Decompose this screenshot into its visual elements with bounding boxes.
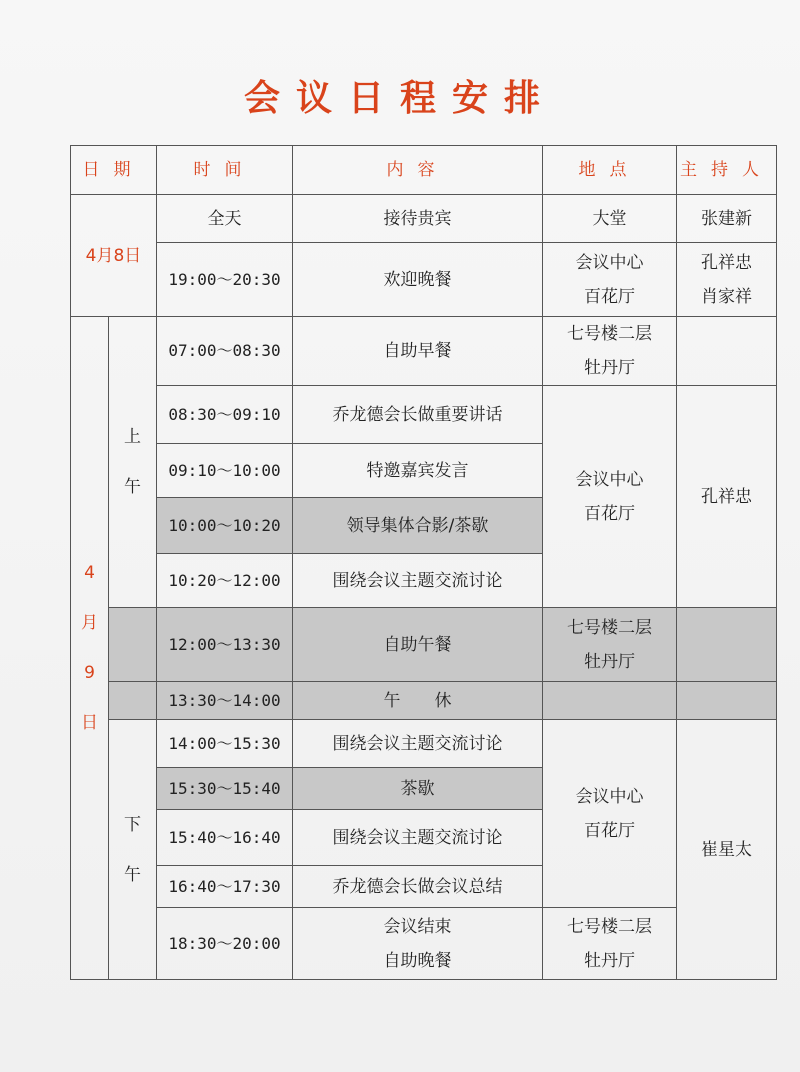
content-cell: 特邀嘉宾发言 — [293, 444, 543, 498]
location-line: 七号楼二层 — [567, 916, 652, 937]
host-cell — [677, 682, 777, 720]
date-cell-day1: 4月8日 — [71, 195, 157, 317]
content-cell: 自助早餐 — [293, 317, 543, 386]
location-line: 会议中心 — [575, 469, 644, 490]
content-cell — [293, 908, 543, 980]
time-cell: 07:00～08:30 — [157, 317, 293, 386]
location-line: 会议中心 — [575, 786, 644, 807]
table-row — [71, 608, 777, 682]
content-cell: 茶歇 — [293, 768, 543, 810]
header-row — [71, 146, 777, 195]
time-cell: 15:40～16:40 — [157, 810, 293, 866]
location-line: 牡丹厅 — [584, 358, 635, 378]
time-cell: 10:20～12:00 — [157, 554, 293, 608]
content-cell: 午 休 — [293, 682, 543, 720]
content-cell: 领导集体合影/茶歇 — [293, 498, 543, 554]
location-cell — [543, 243, 677, 317]
content-cell: 欢迎晚餐 — [293, 243, 543, 317]
afternoon-label-cell — [109, 720, 157, 980]
content-cell: 围绕会议主题交流讨论 — [293, 554, 543, 608]
location-line: 牡丹厅 — [584, 651, 635, 672]
time-cell: 15:30～15:40 — [157, 768, 293, 810]
table-row — [71, 243, 777, 317]
period-blank-cell — [109, 608, 157, 682]
table-row — [71, 682, 777, 720]
morning-label: 上午 — [124, 427, 141, 497]
header-content: 内容 — [293, 146, 543, 195]
time-cell: 12:00～13:30 — [157, 608, 293, 682]
schedule-table — [70, 145, 777, 980]
header-time: 时间 — [157, 146, 293, 195]
host-cell — [677, 608, 777, 682]
page-title: 会议日程安排 — [243, 78, 556, 119]
date-vertical-label: 4月9日 — [81, 563, 98, 733]
host-cell — [677, 243, 777, 317]
time-cell: 10:00～10:20 — [157, 498, 293, 554]
location-cell — [543, 682, 677, 720]
content-cell: 自助午餐 — [293, 608, 543, 682]
location-line: 百花厅 — [584, 286, 635, 307]
content-cell: 围绕会议主题交流讨论 — [293, 720, 543, 768]
location-line: 七号楼二层 — [567, 617, 652, 638]
host-cell: 孔祥忠 — [677, 386, 777, 608]
time-cell: 18:30～20:00 — [157, 908, 293, 980]
content-cell: 乔龙德会长做重要讲话 — [293, 386, 543, 444]
table-row — [71, 386, 777, 444]
table-row — [71, 720, 777, 768]
content-line: 会议结束 — [383, 916, 452, 937]
location-line: 会议中心 — [575, 252, 644, 273]
location-line: 百花厅 — [584, 820, 635, 841]
content-cell: 乔龙德会长做会议总结 — [293, 866, 543, 908]
host-line: 孔祥忠 — [701, 252, 752, 273]
table-row — [71, 195, 777, 243]
morning-label-cell — [109, 317, 157, 608]
header-date: 日期 — [71, 146, 157, 195]
table-row — [71, 317, 777, 386]
time-cell: 全天 — [157, 195, 293, 243]
header-host: 主持人 — [677, 146, 777, 195]
location-line: 百花厅 — [584, 503, 635, 524]
location-cell — [543, 317, 677, 386]
host-cell — [677, 317, 777, 386]
location-line: 七号楼二层 — [567, 324, 652, 344]
date-cell-day2 — [71, 317, 109, 980]
header-location: 地点 — [543, 146, 677, 195]
time-cell: 16:40～17:30 — [157, 866, 293, 908]
time-cell: 08:30～09:10 — [157, 386, 293, 444]
location-cell — [543, 608, 677, 682]
time-cell: 13:30～14:00 — [157, 682, 293, 720]
host-cell: 张建新 — [677, 195, 777, 243]
content-line: 自助晚餐 — [383, 950, 452, 971]
host-cell: 崔星太 — [677, 720, 777, 980]
location-cell — [543, 908, 677, 980]
location-cell — [543, 720, 677, 908]
period-blank-cell — [109, 682, 157, 720]
location-cell — [543, 386, 677, 608]
location-line: 牡丹厅 — [584, 950, 635, 971]
afternoon-label: 下午 — [124, 814, 141, 885]
time-cell: 09:10～10:00 — [157, 444, 293, 498]
table-row — [71, 908, 777, 980]
time-cell: 19:00～20:30 — [157, 243, 293, 317]
content-cell: 接待贵宾 — [293, 195, 543, 243]
time-cell: 14:00～15:30 — [157, 720, 293, 768]
location-cell: 大堂 — [543, 195, 677, 243]
content-cell: 围绕会议主题交流讨论 — [293, 810, 543, 866]
host-line: 肖家祥 — [701, 286, 752, 307]
